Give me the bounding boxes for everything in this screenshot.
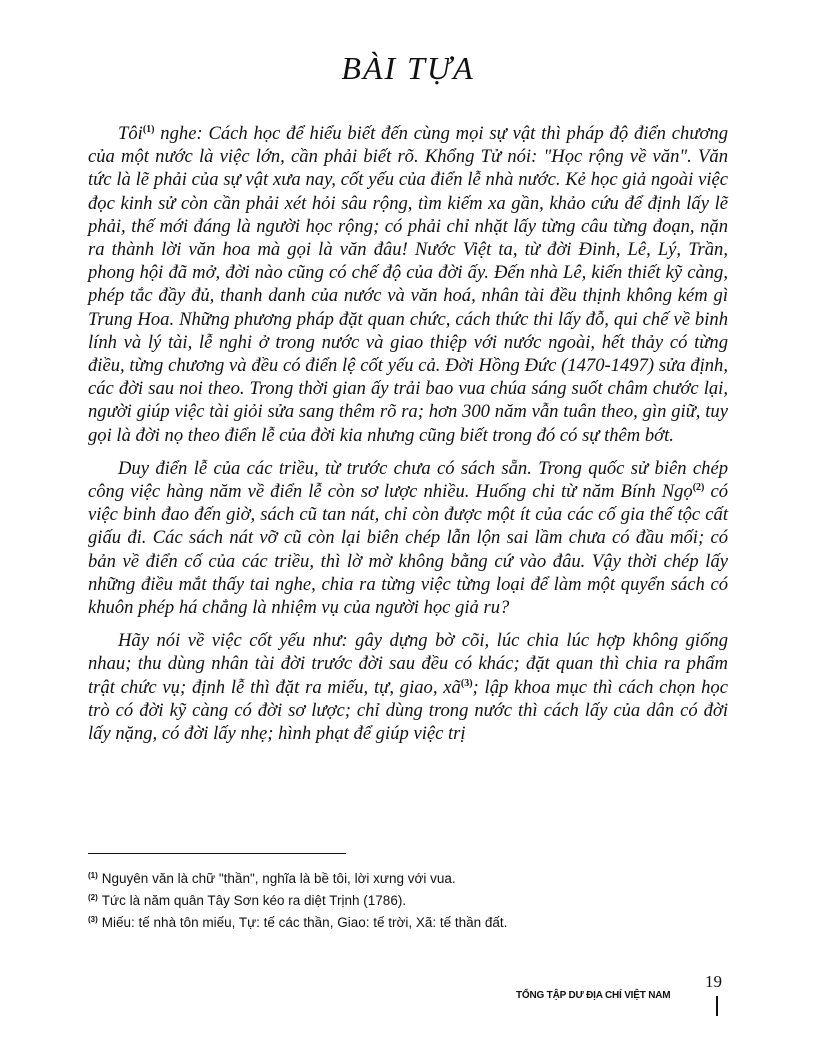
paragraph — [88, 457, 728, 619]
footnote-mark: (2) — [88, 893, 98, 902]
footnotes — [88, 868, 728, 934]
footnote-mark: (1) — [88, 871, 98, 880]
footnote-ref[interactable]: (3) — [460, 677, 473, 689]
paragraph — [88, 629, 728, 745]
paragraph-text: nghe: Cách học để hiểu biết đến cùng mọi sự vật thì pháp độ điển chương của một nước là việc lớn, cần phải biết rõ. Khổng Tử nói: "Học rộng về văn". Văn tức là lẽ phải của sự vật xưa nay, cốt yếu của điển lễ nhà nước. Kẻ học giả ngoài việc đọc kinh sử còn cần phải xét hỏi sâu rộng, tìm kiếm xa gần, khảo cứu để định lấy lẽ phải, thế mới đáng là người học rộng; có phải chỉ nhặt lấy từng câu từng đoạn, nặn ra thành lời văn hoa mà gọi là văn đâu! Nước Việt ta, từ đời Đinh, Lê, Lý, Trần, phong hội đã mở, đời nào cũng có chế độ của đời ấy. Đến nhà Lê, kiến thiết kỹ càng, phép tắc đầy đủ, thanh danh của nước và văn hoá, nhân tài đều thịnh không kém gì Trung Hoa. Những phương pháp đặt quan chức, cách thức thi lấy đỗ, qui chế về binh lính và lý tài, lễ nghi ở trong nước và giao thiệp với nước ngoài, hết thảy có từng điều, từng chương và đều có điển lệ cốt yếu cả. Đời Hồng Đức (1470-1497) sửa định, các đời sau noi theo. Trong thời gian ấy trải bao vua chúa sáng suốt châm chước lại, người giúp việc tài giỏi sửa sang thêm rõ ra; hơn 300 năm vẫn tuân theo, gìn giữ, tuy gọi là đời nọ theo điển lễ của đời kia nhưng cũng biết trong đó có sự thêm bớt. — [88, 123, 728, 446]
page-number: 19 — [705, 972, 722, 991]
paragraph-text: có việc binh đao đến giờ, sách cũ tan nát, chỉ còn được một ít của các cố gia thế tộc cất giấu đi. Các sách nát vỡ cũ còn lại biên chép lẫn lộn sai lầm chưa có đầu mối; có bản về điển cố của các triều, thì lờ mờ không bằng cứ vào đâu. Vậy thời chép lấy những điều mắt thấy tai nghe, chia ra từng việc từng loại để làm một quyển sách có khuôn phép há chẳng là nhiệm vụ của người học giả ru? — [88, 481, 729, 619]
paragraph-text: ; lập khoa mục thì cách chọn học trò có đời kỹ càng có đời sơ lược; chỉ dùng trong nước thì cách lấy của dân có đời lấy nặng, có đời lấy nhẹ; hình phạt để giúp việc trị — [88, 676, 728, 745]
footnote-text: Nguyên văn là chữ "thần", nghĩa là bề tôi, lời xưng với vua. — [101, 871, 456, 886]
footnote-mark: (3) — [88, 915, 98, 924]
body-text — [88, 122, 728, 755]
footnote-divider — [88, 853, 346, 854]
paragraph-text: Duy điển lễ của các triều, từ trước chưa có sách sẵn. Trong quốc sử biên chép công việc hàng năm về điển lễ còn sơ lược nhiều. Huống chi từ năm Bính Ngọ — [88, 457, 728, 503]
page-title: BÀI TỰA — [341, 50, 475, 86]
footnote-text: Tức là năm quân Tây Sơn kéo ra diệt Trịnh (1786). — [101, 893, 407, 908]
paragraph-text: Hãy nói về việc cốt yếu như: gây dựng bờ cõi, lúc chia lúc hợp không giống nhau; thu dùng nhân tài đời trước đời sau đều có khác; đặt quan thì chia ra phẩm trật chức vụ; định lễ thì đặt ra miếu, tự, giao, xã — [88, 630, 728, 698]
footnote — [88, 890, 728, 912]
footnote — [88, 868, 728, 890]
footnote — [88, 912, 728, 934]
footnote-text: Miếu: tế nhà tôn miếu, Tự: tế các thần, Giao: tế trời, Xã: tế thần đất. — [101, 915, 508, 930]
paragraph — [88, 122, 728, 447]
footnote-ref[interactable]: (1) — [142, 124, 155, 135]
page-marker — [716, 996, 718, 1016]
running-footer: TỔNG TẬP DƯ ĐỊA CHÍ VIỆT NAM — [516, 990, 671, 1001]
paragraph-text: Tôi — [118, 123, 143, 144]
footnote-ref[interactable]: (2) — [692, 482, 705, 494]
